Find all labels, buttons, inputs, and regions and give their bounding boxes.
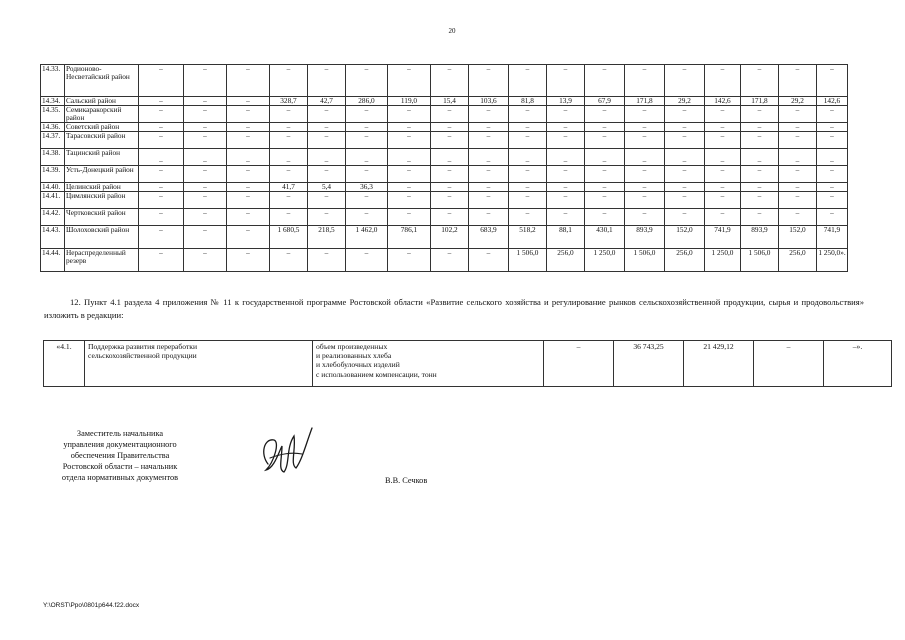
value-cell: – <box>469 249 509 272</box>
value-cell: – <box>346 149 388 166</box>
value-cell: – <box>469 65 509 97</box>
signatory-name: В.В. Сечков <box>385 476 428 485</box>
value-cell: – <box>270 132 308 149</box>
value-cell: – <box>184 97 227 106</box>
value-cell: – <box>509 209 547 226</box>
table-row <box>41 132 848 149</box>
value-cell: 81,8 <box>509 97 547 106</box>
value-cell: – <box>547 192 585 209</box>
value-cell: – <box>227 106 270 123</box>
value-cell: – <box>705 132 741 149</box>
value-cell: – <box>184 65 227 97</box>
value-cell: – <box>741 209 779 226</box>
value-cell: – <box>388 209 431 226</box>
value-cell: – <box>469 183 509 192</box>
value-cell: – <box>139 123 184 132</box>
value-cell: – <box>779 183 817 192</box>
value-cell: 1 462,0 <box>346 226 388 249</box>
table-row <box>41 106 848 123</box>
table-row <box>41 97 848 106</box>
value-cell: – <box>705 209 741 226</box>
row-number: 14.41. <box>41 192 65 209</box>
value-cell: – <box>184 132 227 149</box>
value-cell: 218,5 <box>308 226 346 249</box>
value-cell: – <box>585 183 625 192</box>
value-cell: 41,7 <box>270 183 308 192</box>
value-cell: 1 506,0 <box>509 249 547 272</box>
value-cell: – <box>184 166 227 183</box>
value-cell: – <box>431 65 469 97</box>
value-cell: – <box>625 149 665 166</box>
value-cell: 741,9 <box>705 226 741 249</box>
value-cell: 142,6 <box>705 97 741 106</box>
district-name: Советский район <box>65 123 139 132</box>
value-cell: 683,9 <box>469 226 509 249</box>
value-cell: – <box>139 166 184 183</box>
value-cell: – <box>547 209 585 226</box>
value-cell: – <box>227 149 270 166</box>
value-cell: 430,1 <box>585 226 625 249</box>
value-cell: – <box>227 97 270 106</box>
value-cell: – <box>184 149 227 166</box>
value-cell: – <box>547 132 585 149</box>
district-name: Цимлянский район <box>65 192 139 209</box>
row-number: 14.42. <box>41 209 65 226</box>
signatory-title: Заместитель начальника управления документационного обеспечения Правительства Ростовской области – начальник отдела нормативных документов <box>61 429 179 482</box>
value-cell: – <box>665 149 705 166</box>
row-number: 14.40. <box>41 183 65 192</box>
value-cell: – <box>346 65 388 97</box>
handwritten-signature <box>256 424 318 480</box>
value-cell: – <box>308 149 346 166</box>
page-number: 20 <box>448 27 456 35</box>
value-cell: – <box>665 209 705 226</box>
value-cell: – <box>431 209 469 226</box>
value-cell: – <box>139 192 184 209</box>
item-value-4: – <box>754 341 824 387</box>
value-cell: – <box>308 192 346 209</box>
value-cell: 13,9 <box>547 97 585 106</box>
value-cell: – <box>705 166 741 183</box>
value-cell: – <box>388 183 431 192</box>
value-cell: – <box>270 166 308 183</box>
value-cell: – <box>741 192 779 209</box>
value-cell: 171,8 <box>741 97 779 106</box>
value-cell: – <box>547 183 585 192</box>
value-cell: – <box>308 209 346 226</box>
value-cell: – <box>741 106 779 123</box>
value-cell: 103,6 <box>469 97 509 106</box>
value-cell: – <box>431 106 469 123</box>
value-cell: – <box>270 209 308 226</box>
value-cell: – <box>705 65 741 97</box>
value-cell: – <box>585 192 625 209</box>
table-row <box>41 226 848 249</box>
value-cell: – <box>308 249 346 272</box>
value-cell: – <box>469 192 509 209</box>
value-cell: 893,9 <box>741 226 779 249</box>
district-name: Тацинский район <box>65 149 139 166</box>
value-cell: – <box>705 123 741 132</box>
value-cell: – <box>817 106 848 123</box>
value-cell: – <box>741 149 779 166</box>
table-row <box>41 249 848 272</box>
value-cell: – <box>184 249 227 272</box>
value-cell: – <box>779 166 817 183</box>
value-cell: – <box>388 65 431 97</box>
value-cell: – <box>509 183 547 192</box>
value-cell: – <box>585 166 625 183</box>
value-cell: – <box>184 123 227 132</box>
value-cell: – <box>585 106 625 123</box>
district-name: Целинский район <box>65 183 139 192</box>
value-cell: – <box>139 209 184 226</box>
item-name: Поддержка развития переработки сельскохозяйственной продукции <box>85 341 313 387</box>
value-cell: 256,0 <box>547 249 585 272</box>
value-cell: – <box>817 132 848 149</box>
value-cell: 1 506,0 <box>625 249 665 272</box>
value-cell: – <box>431 166 469 183</box>
value-cell: – <box>741 132 779 149</box>
value-cell: – <box>431 192 469 209</box>
value-cell: – <box>139 65 184 97</box>
value-cell: – <box>625 65 665 97</box>
row-number: 14.39. <box>41 166 65 183</box>
value-cell: – <box>388 249 431 272</box>
district-name: Родионово-Несветайский район <box>65 65 139 97</box>
value-cell: – <box>741 65 779 97</box>
value-cell: – <box>817 209 848 226</box>
value-cell: – <box>665 123 705 132</box>
value-cell: 1 250,0 <box>705 249 741 272</box>
value-cell: 328,7 <box>270 97 308 106</box>
table-row <box>41 183 848 192</box>
value-cell: – <box>469 166 509 183</box>
value-cell: – <box>139 226 184 249</box>
value-cell: – <box>547 123 585 132</box>
value-cell: 256,0 <box>665 249 705 272</box>
value-cell: – <box>817 166 848 183</box>
value-cell: – <box>346 209 388 226</box>
value-cell: – <box>625 209 665 226</box>
value-cell: – <box>817 192 848 209</box>
value-cell: – <box>431 132 469 149</box>
table-row <box>41 209 848 226</box>
value-cell: – <box>509 123 547 132</box>
value-cell: – <box>431 183 469 192</box>
value-cell: – <box>346 123 388 132</box>
value-cell: – <box>779 209 817 226</box>
value-cell: 5,4 <box>308 183 346 192</box>
value-cell: 256,0 <box>779 249 817 272</box>
value-cell: – <box>585 149 625 166</box>
value-cell: – <box>346 166 388 183</box>
value-cell: 67,9 <box>585 97 625 106</box>
file-path: Y:\ORST\Ppo\0801p644.f22.docx <box>43 602 140 609</box>
table-row <box>41 166 848 183</box>
value-cell: 171,8 <box>625 97 665 106</box>
row-number: 14.34. <box>41 97 65 106</box>
table-row <box>41 65 848 97</box>
value-cell: 42,7 <box>308 97 346 106</box>
district-name: Усть-Донецкий район <box>65 166 139 183</box>
value-cell: 1 680,5 <box>270 226 308 249</box>
value-cell: – <box>625 183 665 192</box>
value-cell: – <box>469 106 509 123</box>
item-indicator: объем произведенных и реализованных хлеба и хлебобулочных изделий с использованием компенсации, тонн <box>313 341 544 387</box>
item-4-1-table <box>43 340 892 387</box>
value-cell: – <box>388 166 431 183</box>
value-cell: – <box>741 166 779 183</box>
value-cell: – <box>346 132 388 149</box>
value-cell: – <box>665 192 705 209</box>
value-cell: – <box>741 123 779 132</box>
value-cell: 29,2 <box>665 97 705 106</box>
value-cell: – <box>308 106 346 123</box>
row-number: 14.35. <box>41 106 65 123</box>
item-value-3: 21 429,12 <box>684 341 754 387</box>
value-cell: – <box>139 97 184 106</box>
value-cell: – <box>779 192 817 209</box>
value-cell: – <box>270 249 308 272</box>
value-cell: – <box>665 65 705 97</box>
value-cell: – <box>625 166 665 183</box>
value-cell: – <box>227 209 270 226</box>
value-cell: – <box>227 123 270 132</box>
value-cell: 1 506,0 <box>741 249 779 272</box>
value-cell: – <box>308 166 346 183</box>
item-number: «4.1. <box>44 341 85 387</box>
value-cell: – <box>665 183 705 192</box>
value-cell: – <box>184 183 227 192</box>
value-cell: – <box>585 209 625 226</box>
value-cell: – <box>270 123 308 132</box>
value-cell: 286,0 <box>346 97 388 106</box>
row-number: 14.44. <box>41 249 65 272</box>
value-cell: – <box>509 166 547 183</box>
value-cell: – <box>431 249 469 272</box>
value-cell: – <box>227 183 270 192</box>
row-number: 14.33. <box>41 65 65 97</box>
value-cell: – <box>585 132 625 149</box>
value-cell: 741,9 <box>817 226 848 249</box>
table-row <box>41 192 848 209</box>
amendment-paragraph: 12. Пункт 4.1 раздела 4 приложения № 11 к государственной программе Ростовской области «Развитие сельского хозяйства и регулирование рынков сельскохозяйственной продукции, сырья и продовольствия» изложить в редакции: <box>44 297 864 320</box>
value-cell: – <box>388 132 431 149</box>
value-cell: – <box>227 132 270 149</box>
value-cell: – <box>308 132 346 149</box>
value-cell: – <box>817 183 848 192</box>
value-cell: – <box>509 192 547 209</box>
value-cell: – <box>184 192 227 209</box>
value-cell: – <box>625 123 665 132</box>
value-cell: – <box>388 123 431 132</box>
item-value-2: 36 743,25 <box>614 341 684 387</box>
value-cell: – <box>585 123 625 132</box>
value-cell: – <box>469 132 509 149</box>
value-cell: – <box>227 249 270 272</box>
value-cell: – <box>346 249 388 272</box>
row-number: 14.38. <box>41 149 65 166</box>
value-cell: – <box>585 65 625 97</box>
value-cell: – <box>227 226 270 249</box>
value-cell: – <box>779 106 817 123</box>
value-cell: – <box>779 132 817 149</box>
value-cell: 119,0 <box>388 97 431 106</box>
value-cell: – <box>227 192 270 209</box>
value-cell: – <box>469 209 509 226</box>
value-cell: – <box>270 65 308 97</box>
value-cell: 786,1 <box>388 226 431 249</box>
value-cell: 15,4 <box>431 97 469 106</box>
value-cell: – <box>625 132 665 149</box>
value-cell: 29,2 <box>779 97 817 106</box>
value-cell: – <box>184 226 227 249</box>
value-cell: – <box>547 106 585 123</box>
district-name: Тарасовский район <box>65 132 139 149</box>
value-cell: 152,0 <box>779 226 817 249</box>
value-cell: – <box>817 65 848 97</box>
value-cell: – <box>705 149 741 166</box>
value-cell: – <box>509 132 547 149</box>
value-cell: – <box>346 192 388 209</box>
table-row <box>41 149 848 166</box>
value-cell: 152,0 <box>665 226 705 249</box>
value-cell: – <box>388 192 431 209</box>
value-cell: – <box>665 132 705 149</box>
value-cell: – <box>431 123 469 132</box>
value-cell: – <box>665 166 705 183</box>
value-cell: – <box>547 166 585 183</box>
value-cell: – <box>227 166 270 183</box>
value-cell: 88,1 <box>547 226 585 249</box>
value-cell: – <box>779 149 817 166</box>
district-name: Сальский район <box>65 97 139 106</box>
value-cell: – <box>308 65 346 97</box>
value-cell: – <box>346 106 388 123</box>
value-cell: – <box>270 149 308 166</box>
value-cell: – <box>547 149 585 166</box>
value-cell: 518,2 <box>509 226 547 249</box>
value-cell: 36,3 <box>346 183 388 192</box>
value-cell: – <box>139 183 184 192</box>
value-cell: 1 250,0». <box>817 249 848 272</box>
value-cell: – <box>509 65 547 97</box>
district-name: Чертковский район <box>65 209 139 226</box>
value-cell: – <box>817 123 848 132</box>
value-cell: – <box>270 106 308 123</box>
value-cell: – <box>665 106 705 123</box>
value-cell: – <box>779 65 817 97</box>
value-cell: – <box>308 123 346 132</box>
value-cell: – <box>139 132 184 149</box>
value-cell: – <box>270 192 308 209</box>
value-cell: – <box>227 65 270 97</box>
value-cell: 102,2 <box>431 226 469 249</box>
value-cell: – <box>625 192 665 209</box>
value-cell: – <box>705 183 741 192</box>
table-row <box>41 123 848 132</box>
value-cell: – <box>779 123 817 132</box>
value-cell: 1 250,0 <box>585 249 625 272</box>
value-cell: – <box>184 209 227 226</box>
row-number: 14.37. <box>41 132 65 149</box>
value-cell: – <box>139 249 184 272</box>
district-name: Шолоховский район <box>65 226 139 249</box>
value-cell: – <box>431 149 469 166</box>
value-cell: – <box>139 106 184 123</box>
item-value-1: – <box>544 341 614 387</box>
value-cell: 893,9 <box>625 226 665 249</box>
row-number: 14.36. <box>41 123 65 132</box>
value-cell: – <box>705 106 741 123</box>
value-cell: – <box>741 183 779 192</box>
value-cell: – <box>509 106 547 123</box>
value-cell: – <box>388 149 431 166</box>
value-cell: – <box>705 192 741 209</box>
value-cell: – <box>139 149 184 166</box>
value-cell: – <box>509 149 547 166</box>
value-cell: – <box>625 106 665 123</box>
value-cell: – <box>547 65 585 97</box>
districts-table <box>40 64 848 272</box>
value-cell: 142,6 <box>817 97 848 106</box>
value-cell: – <box>184 106 227 123</box>
value-cell: – <box>388 106 431 123</box>
value-cell: – <box>469 123 509 132</box>
district-name: Нераспределенный резерв <box>65 249 139 272</box>
item-value-5: –». <box>824 341 892 387</box>
value-cell: – <box>469 149 509 166</box>
district-name: Семикаракорский район <box>65 106 139 123</box>
row-number: 14.43. <box>41 226 65 249</box>
value-cell: – <box>817 149 848 166</box>
